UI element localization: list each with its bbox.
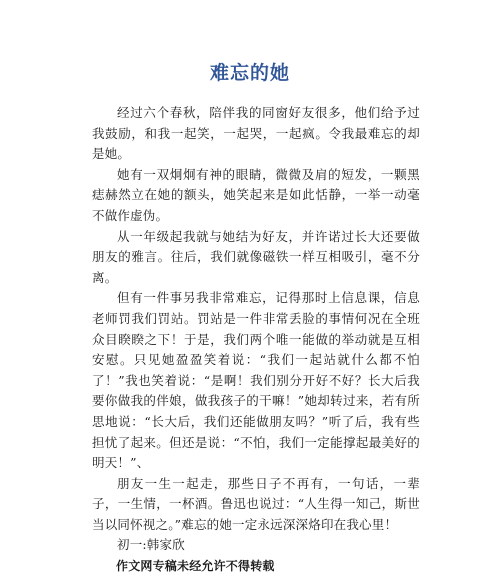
paragraph: 从一年级起我就与她结为好友，并许诺过长大还要做朋友的雅言。往后，我们就像磁铁一样互相吸引，毫不分离。 [92,228,420,285]
paragraph: 她有一双炯炯有神的眼睛，微微及肩的短发，一颗黑痣赫然立在她的额头，她笑起来是如此恬静，一举一动毫不做作虚伪。 [92,166,420,223]
article-body [92,103,420,577]
paragraph: 朋友一生一起走，那些日子不再有，一句话，一辈子，一生情，一杯酒。鲁迅也说过：“人生得一知己，斯世当以同怀视之。”难忘的她一定永远深深烙印在我心里！ [92,475,420,532]
page-title: 难忘的她 [209,62,290,84]
copyright-notice: 作文网专稿未经允许不得转载 [116,559,275,574]
author-line: 初一:韩家欣 [117,537,185,553]
paragraph: 但有一件事另我非常难忘，记得那时上信息课，信息老师罚我们罚站。罚站是一件非常丢脸的事情何况在全班众目睽睽之下！于是，我们两个唯一能做的举动就是互相安慰。只见她盈盈笑着说：“我们一起站就什么都不怕了！”我也笑着说：“是啊！我们别分开好不好？长大后我要你做我的伴娘，做我孩子的干嘛！”她却转过来，若有所思地说：“长大后，我们还能做朋友吗？”听了后，我有些担忧了起来。但还是说：“不怕，我们一定能撑起最美好的明天！”、 [92,290,420,471]
paragraph: 经过六个春秋，陪伴我的同窗好友很多，他们给予过我鼓励，和我一起笑，一起哭，一起疯。令我最难忘的却是她。 [92,105,420,162]
